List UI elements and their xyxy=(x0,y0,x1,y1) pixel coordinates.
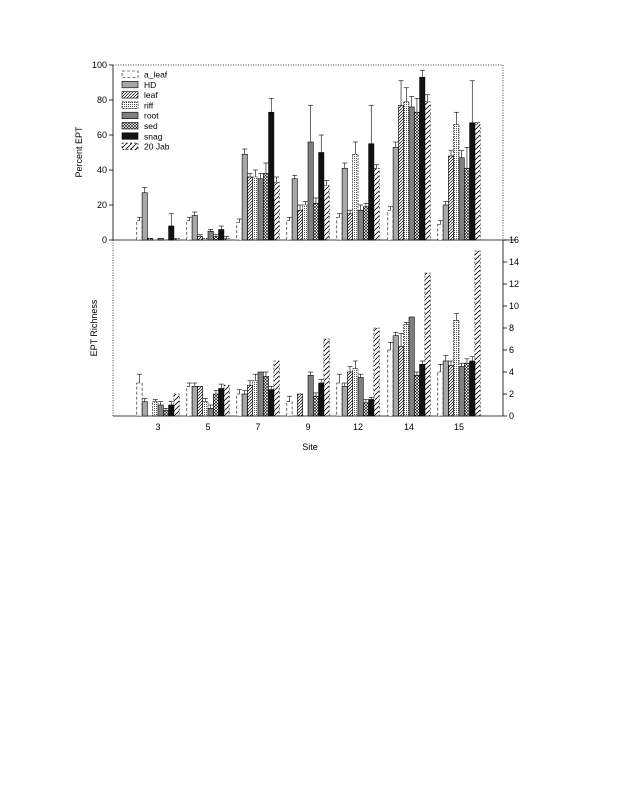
bar-a-leaf-site-3 xyxy=(137,221,142,240)
bar-20-Jab-site-14 xyxy=(425,273,430,416)
legend-swatch-HD xyxy=(122,81,138,88)
legend-swatch-sed xyxy=(122,123,138,130)
bar-snag-site-9 xyxy=(319,383,324,416)
bar-riff-site-15 xyxy=(454,320,459,416)
bar-20-Jab-site-3 xyxy=(174,394,179,416)
bar-riff-site-14 xyxy=(404,325,409,416)
top-y-axis-label: Percent EPT xyxy=(74,126,84,178)
bar-riff-site-12 xyxy=(353,369,358,416)
bar-snag-site-7 xyxy=(269,390,274,416)
bar-root-site-12 xyxy=(358,378,363,417)
bar-20-Jab-site-12 xyxy=(374,168,379,240)
bar-leaf-site-14 xyxy=(398,347,403,416)
legend-label: leaf xyxy=(144,90,158,101)
bar-HD-site-5 xyxy=(192,386,197,416)
bar-snag-site-7 xyxy=(269,112,274,240)
y-tick-label: 10 xyxy=(509,301,520,311)
bar-riff-site-5 xyxy=(203,238,208,240)
bar-HD-site-12 xyxy=(342,386,347,416)
bar-leaf-site-12 xyxy=(347,372,352,416)
y-tick-label: 0 xyxy=(101,235,107,245)
bar-HD-site-15 xyxy=(443,361,448,416)
bar-20-Jab-site-14 xyxy=(425,102,430,240)
bar-leaf-site-12 xyxy=(347,214,352,240)
bar-sed-site-5 xyxy=(213,237,218,241)
legend-label: snag xyxy=(144,131,163,142)
bar-riff-site-14 xyxy=(404,102,409,240)
bar-20-Jab-site-9 xyxy=(324,339,329,416)
bar-HD-site-12 xyxy=(342,168,347,240)
bar-sed-site-9 xyxy=(313,203,318,240)
y-tick-label: 6 xyxy=(509,345,515,355)
y-tick-label: 20 xyxy=(96,200,107,210)
bar-leaf-site-3 xyxy=(147,238,152,240)
bar-20-Jab-site-5 xyxy=(224,385,229,416)
bar-snag-site-12 xyxy=(369,144,374,240)
bar-a-leaf-site-12 xyxy=(337,383,342,416)
legend-swatch-20-Jab xyxy=(122,143,138,150)
legend-swatch-root xyxy=(122,112,138,119)
y-tick-label: 80 xyxy=(96,95,107,105)
bar-root-site-14 xyxy=(409,107,414,240)
bar-20-Jab-site-15 xyxy=(475,125,480,241)
y-tick-label: 14 xyxy=(509,257,520,267)
bar-a-leaf-site-14 xyxy=(388,210,393,240)
y-tick-label: 4 xyxy=(509,367,515,377)
bottom-panel xyxy=(113,235,519,432)
bar-snag-site-12 xyxy=(369,400,374,417)
bar-riff-site-15 xyxy=(454,125,459,241)
bar-snag-site-15 xyxy=(470,361,475,416)
bar-root-site-15 xyxy=(459,158,464,240)
bar-root-site-9 xyxy=(308,142,313,240)
bar-HD-site-14 xyxy=(393,147,398,240)
bar-a-leaf-site-5 xyxy=(187,386,192,416)
bar-a-leaf-site-9 xyxy=(287,402,292,416)
bar-leaf-site-5 xyxy=(197,237,202,241)
bottom-y-axis-label: EPT Richness xyxy=(89,299,99,357)
bar-root-site-3 xyxy=(158,405,163,416)
bar-sed-site-5 xyxy=(213,394,218,416)
legend-label: riff xyxy=(144,100,154,111)
bar-sed-site-7 xyxy=(263,376,268,416)
bar-riff-site-3 xyxy=(153,402,158,416)
bar-riff-site-9 xyxy=(303,205,308,240)
bar-snag-site-5 xyxy=(219,389,224,417)
legend-label: sed xyxy=(144,121,158,131)
bar-root-site-15 xyxy=(459,367,464,417)
top-panel xyxy=(92,60,516,245)
bar-20-Jab-site-12 xyxy=(374,328,379,416)
x-tick-label: 14 xyxy=(403,422,415,432)
bar-20-Jab-site-7 xyxy=(274,182,279,240)
legend-swatch-leaf xyxy=(122,92,138,99)
legend-label: 20 Jab xyxy=(144,141,170,152)
legend-swatch-a-leaf xyxy=(122,71,138,78)
bar-leaf-site-14 xyxy=(398,105,403,240)
bar-sed-site-7 xyxy=(263,174,268,241)
bar-a-leaf-site-9 xyxy=(287,221,292,240)
bar-HD-site-14 xyxy=(393,336,398,416)
bar-sed-site-3 xyxy=(163,411,168,417)
bar-sed-site-14 xyxy=(414,112,419,240)
bar-leaf-site-9 xyxy=(297,210,302,240)
bar-20-Jab-site-15 xyxy=(475,251,480,416)
y-tick-label: 16 xyxy=(509,235,520,245)
bar-a-leaf-site-5 xyxy=(187,221,192,240)
x-tick-label: 12 xyxy=(352,422,364,432)
bar-leaf-site-7 xyxy=(247,177,252,240)
bar-sed-site-12 xyxy=(363,207,368,240)
x-tick-label: 3 xyxy=(155,422,161,432)
bar-20-Jab-site-5 xyxy=(224,238,229,240)
bar-root-site-7 xyxy=(258,179,263,240)
bar-riff-site-7 xyxy=(253,381,258,416)
bar-a-leaf-site-14 xyxy=(388,350,393,416)
legend-label: HD xyxy=(144,79,157,90)
bar-root-site-14 xyxy=(409,317,414,416)
bar-root-site-5 xyxy=(208,231,213,240)
bar-sed-site-9 xyxy=(313,396,318,416)
y-tick-label: 60 xyxy=(96,130,107,140)
x-tick-label: 9 xyxy=(305,422,311,432)
legend-label: root xyxy=(144,110,159,121)
bar-HD-site-3 xyxy=(142,193,147,240)
bar-leaf-site-15 xyxy=(448,365,453,416)
bar-snag-site-9 xyxy=(319,153,324,241)
bar-sed-site-15 xyxy=(464,363,469,416)
bar-a-leaf-site-15 xyxy=(438,224,443,240)
bar-snag-site-5 xyxy=(219,230,224,241)
bar-root-site-5 xyxy=(208,408,213,416)
bar-snag-site-15 xyxy=(470,123,475,240)
legend-label: a_leaf xyxy=(144,69,168,80)
legend-swatch-snag xyxy=(122,133,138,140)
bar-20-Jab-site-3 xyxy=(174,238,179,240)
bar-a-leaf-site-3 xyxy=(137,383,142,416)
x-axis-label: Site xyxy=(302,442,318,452)
x-tick-label: 15 xyxy=(453,422,465,432)
bar-root-site-12 xyxy=(358,210,363,240)
bar-root-site-9 xyxy=(308,375,313,416)
bar-riff-site-7 xyxy=(253,177,258,240)
y-tick-label: 100 xyxy=(91,60,107,70)
bar-riff-site-12 xyxy=(353,154,358,240)
bar-a-leaf-site-15 xyxy=(438,372,443,416)
bar-snag-site-14 xyxy=(420,77,425,240)
bar-snag-site-3 xyxy=(169,226,174,240)
bar-leaf-site-5 xyxy=(197,386,202,416)
x-tick-label: 7 xyxy=(255,422,261,432)
bar-sed-site-12 xyxy=(363,403,368,416)
bar-snag-site-14 xyxy=(420,364,425,416)
x-tick-label: 5 xyxy=(205,422,211,432)
bar-20-Jab-site-7 xyxy=(274,361,279,416)
bar-a-leaf-site-7 xyxy=(237,223,242,241)
bar-root-site-7 xyxy=(258,372,263,416)
bar-HD-site-7 xyxy=(242,394,247,416)
bar-HD-site-7 xyxy=(242,154,247,240)
y-tick-label: 8 xyxy=(509,323,515,333)
bar-root-site-3 xyxy=(158,238,163,240)
bar-sed-site-14 xyxy=(414,375,419,416)
y-tick-label: 40 xyxy=(96,165,107,175)
y-tick-label: 0 xyxy=(509,411,515,421)
bar-leaf-site-15 xyxy=(448,156,453,240)
bar-HD-site-15 xyxy=(443,205,448,240)
y-tick-label: 2 xyxy=(509,389,515,399)
bar-leaf-site-9 xyxy=(297,394,302,416)
bar-HD-site-9 xyxy=(292,179,297,240)
bar-sed-site-15 xyxy=(464,168,469,240)
bar-a-leaf-site-12 xyxy=(337,217,342,240)
bar-riff-site-5 xyxy=(203,402,208,416)
bar-a-leaf-site-7 xyxy=(237,394,242,416)
bar-HD-site-5 xyxy=(192,216,197,241)
legend-swatch-riff xyxy=(122,102,138,109)
bar-HD-site-3 xyxy=(142,402,147,416)
bar-leaf-site-7 xyxy=(247,385,252,416)
y-tick-label: 12 xyxy=(509,279,520,289)
bar-20-Jab-site-9 xyxy=(324,186,329,240)
bar-snag-site-3 xyxy=(169,405,174,416)
